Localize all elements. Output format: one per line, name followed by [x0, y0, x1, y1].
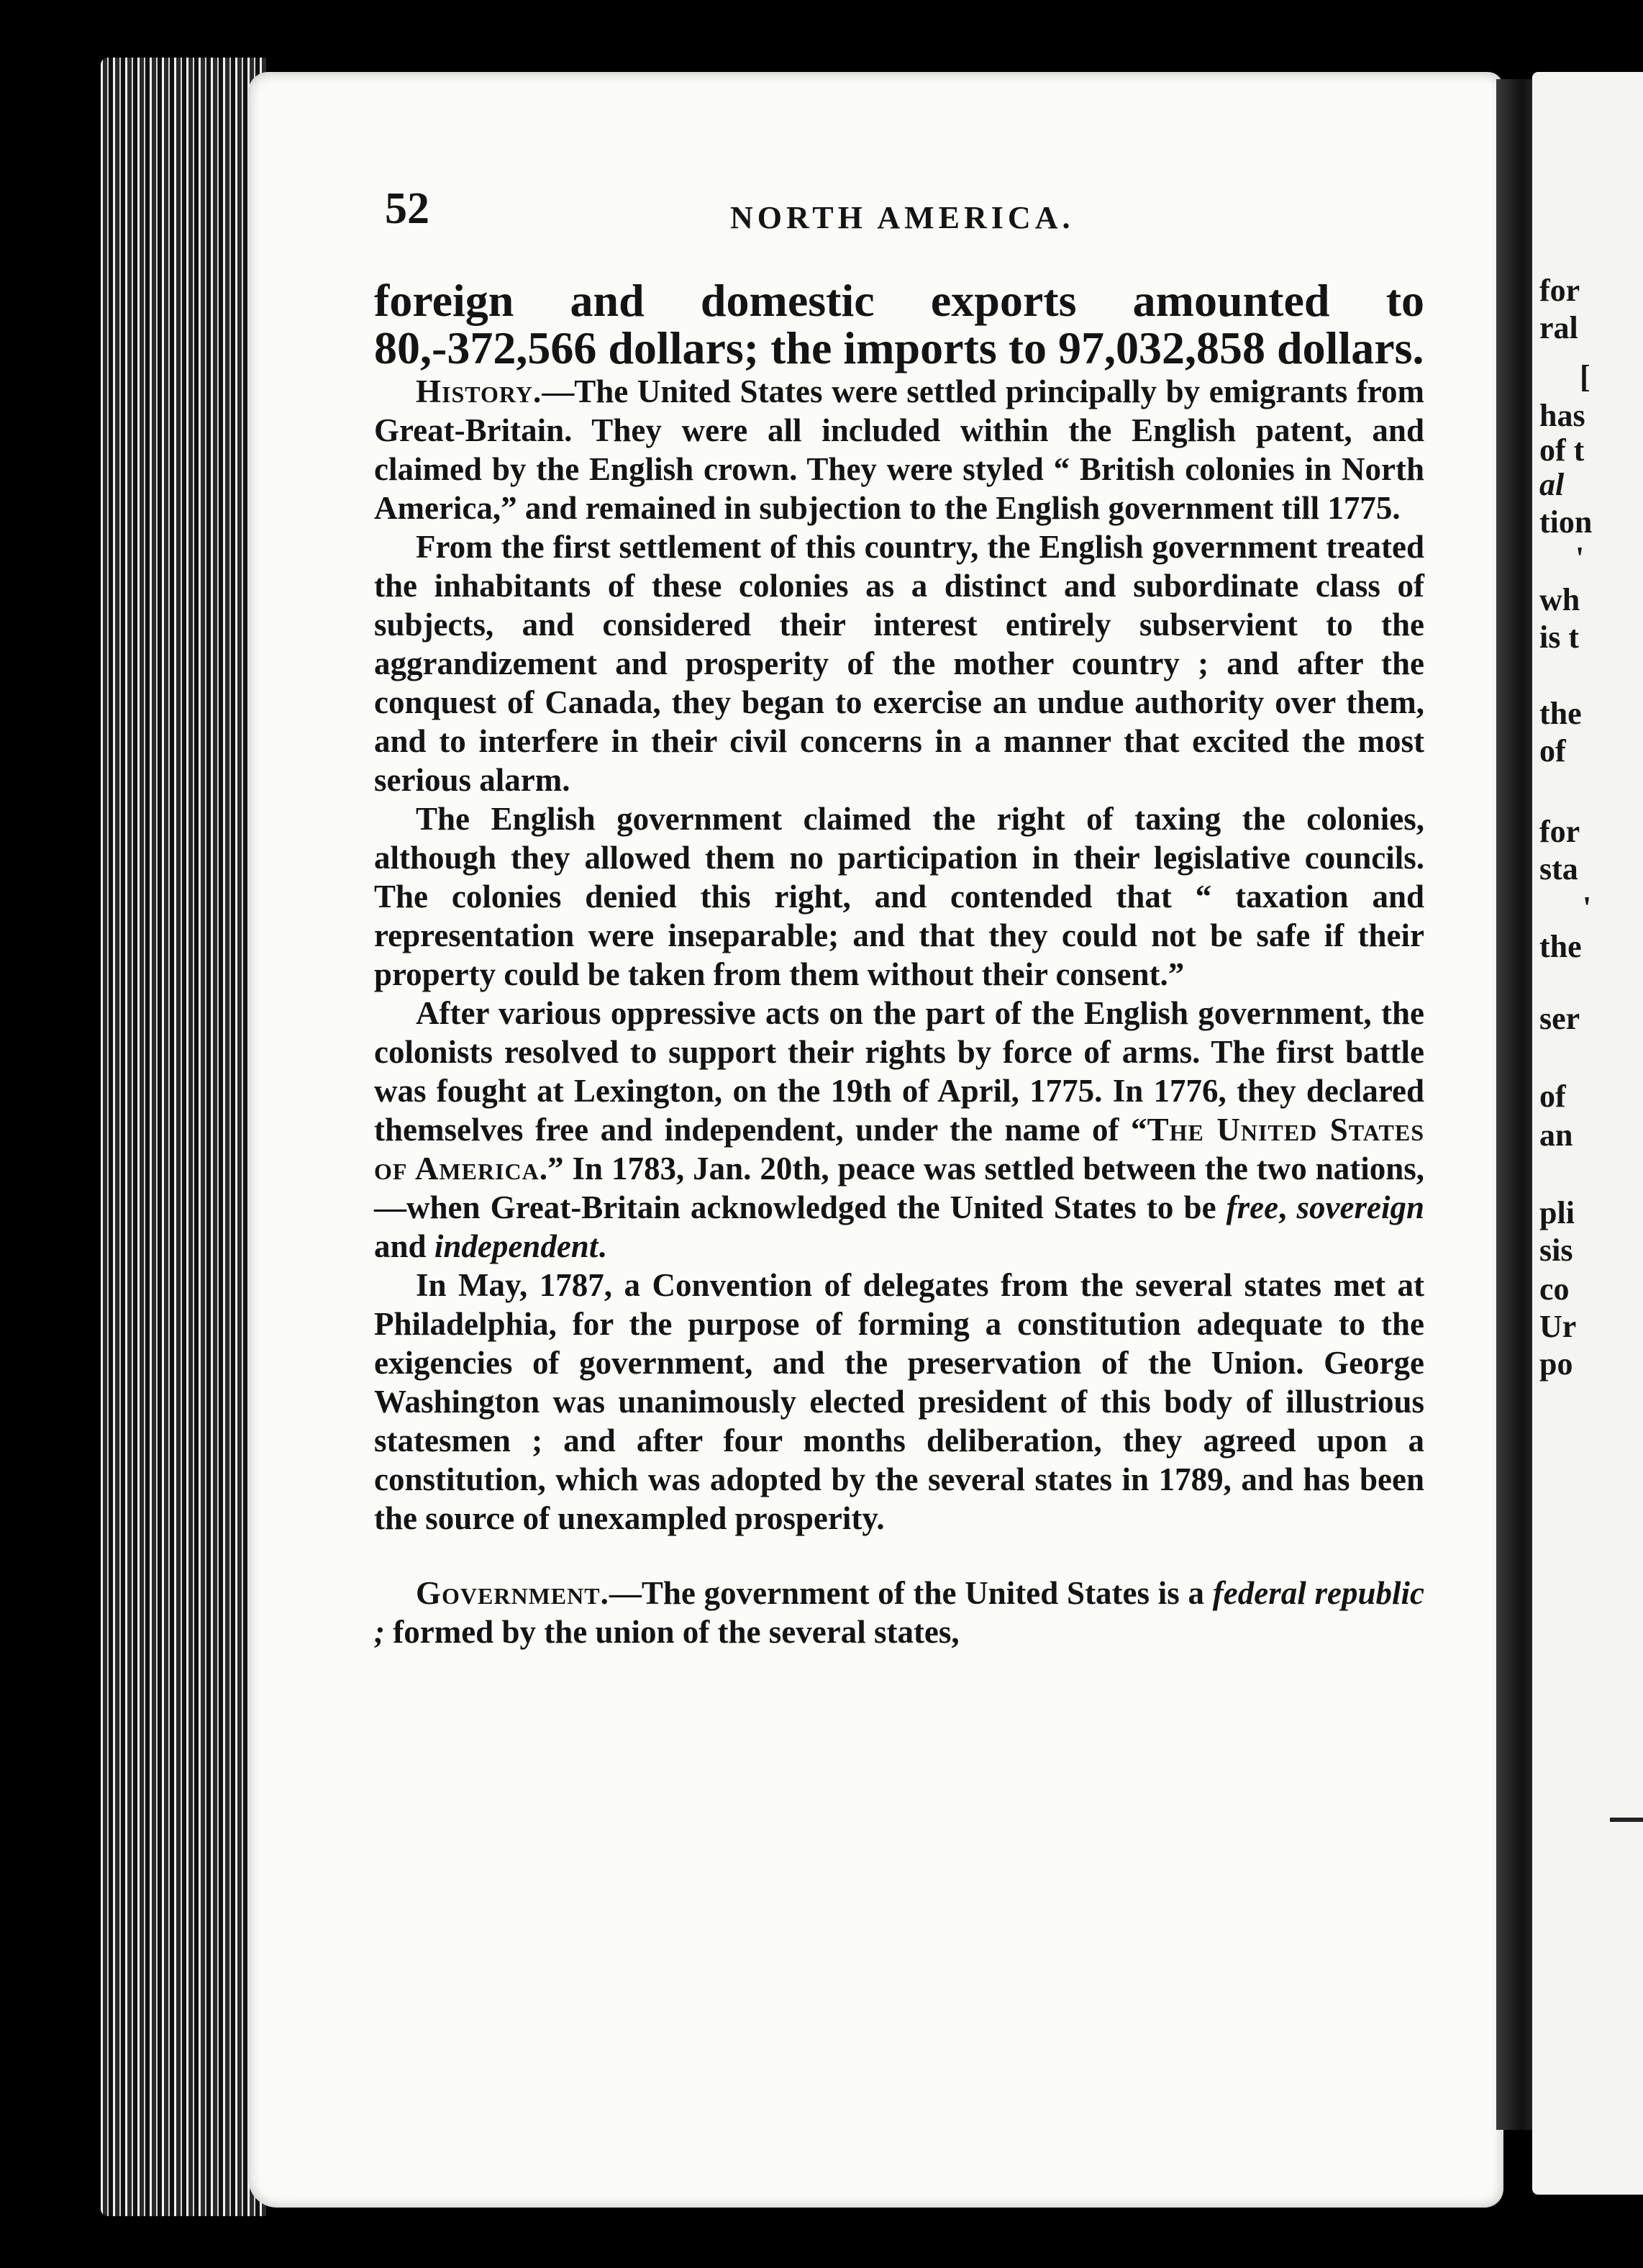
- history-heading: History.: [416, 373, 542, 409]
- history-text-1: —The United States were settled principally by emigrants from Great-Britain. They were all included within the English patent, and claimed by the English crown. They were styled “ British colonies in North America,” and remained in subjection to the English government till 1775.: [374, 373, 1424, 526]
- history-text-4c: ,: [1278, 1189, 1297, 1225]
- facing-fragment: co: [1539, 1271, 1570, 1307]
- government-paragraph: [374, 1574, 1424, 1651]
- history-paragraph-2: From the first settlement of this country, the English government treated the inhabitants of these colonies as a distinct and subordinate class of subjects, and considered their interest entirely subservient to the aggrandizement and prosperity of the mother country ; and after the conquest of Canada, they began to exercise an undue authority over them, and to interfere in their civil concerns in a manner that excited the most serious alarm.: [374, 529, 1424, 798]
- facing-fragment: ser: [1539, 1001, 1580, 1036]
- body-text: [374, 277, 1424, 1651]
- facing-fragment: for: [1539, 814, 1580, 849]
- nation-name: The United States of America: [374, 1112, 1425, 1187]
- facing-fragment: of t: [1539, 432, 1585, 468]
- government-text-b: formed by the union of the several states,: [385, 1614, 960, 1650]
- facing-fragment: po: [1539, 1346, 1573, 1382]
- facing-fragment: for: [1539, 273, 1580, 308]
- federal-republic: federal republic ;: [374, 1575, 1424, 1650]
- word-sovereign: sovereign: [1296, 1189, 1424, 1225]
- facing-fragment: [: [1580, 359, 1590, 394]
- facing-page: [1532, 72, 1643, 2195]
- facing-fragment: the: [1539, 929, 1582, 964]
- facing-fragment: ral: [1539, 310, 1578, 345]
- government-heading: Government.: [416, 1575, 609, 1611]
- facing-fragment: ': [1575, 540, 1585, 576]
- government-text-a: —The government of the United States is a: [609, 1575, 1213, 1611]
- facing-fragment: ': [1583, 890, 1592, 925]
- intro-paragraph: foreign and domestic exports amounted to 80,-372,566 dollars; the imports to 97,032,858 dollars.: [374, 275, 1424, 373]
- facing-fragment: pli: [1539, 1195, 1575, 1230]
- facing-fragment: sis: [1539, 1233, 1573, 1268]
- facing-fragment: an: [1539, 1117, 1573, 1153]
- history-paragraph-1: [374, 372, 1424, 527]
- word-independent: independent: [434, 1228, 599, 1264]
- facing-fragment: of: [1539, 1079, 1566, 1114]
- history-text-4b: .” In 1783, Jan. 20th, peace was settled between the two nations,—when Great-Britain acknowledged the United States to be: [374, 1151, 1424, 1225]
- facing-fragment: al: [1539, 467, 1565, 502]
- history-paragraph-3: The English government claimed the right of taxing the colonies, although they allowed them no participation in their legislative councils. The colonies denied this right, and contended that “ taxation and representation were inseparable; and that they could not be safe if their property could be taken from them without their consent.”: [374, 801, 1424, 992]
- history-paragraph-4: [374, 994, 1424, 1266]
- facing-rule: [1610, 1818, 1643, 1822]
- facing-fragment: wh: [1539, 582, 1580, 617]
- facing-fragment: has: [1539, 398, 1585, 433]
- page-number: 52: [385, 184, 429, 233]
- facing-fragment: tion: [1539, 504, 1593, 540]
- book-page-edges: [101, 58, 266, 2216]
- page-header: [385, 183, 1414, 241]
- running-head: NORTH AMERICA.: [730, 200, 1075, 235]
- history-text-4a: After various oppressive acts on the part of the English government, the colonists resolved to support their rights by force of arms. The first battle was fought at Lexington, on the 19th of April, 1775. In 1776, they declared themselves free and independent, under the name of “: [374, 995, 1424, 1148]
- facing-fragment: Ur: [1539, 1309, 1577, 1344]
- facing-fragment: of: [1539, 733, 1566, 768]
- history-text-4e: .: [598, 1228, 606, 1264]
- facing-fragment: is t: [1539, 620, 1579, 655]
- facing-fragment: sta: [1539, 851, 1578, 886]
- word-free: free: [1226, 1189, 1279, 1225]
- history-text-4d: and: [374, 1228, 434, 1264]
- history-paragraph-5: In May, 1787, a Convention of delegates from the several states met at Philadelphia, for the purpose of forming a constitution adequate to the exigencies of government, and the preservation of the Union. George Washington was unanimously elected president of this body of illustrious statesmen ; and after four months deliberation, they agreed upon a constitution, which was adopted by the several states in 1789, and has been the source of unexampled prosperity.: [374, 1267, 1424, 1536]
- facing-fragment: the: [1539, 696, 1582, 731]
